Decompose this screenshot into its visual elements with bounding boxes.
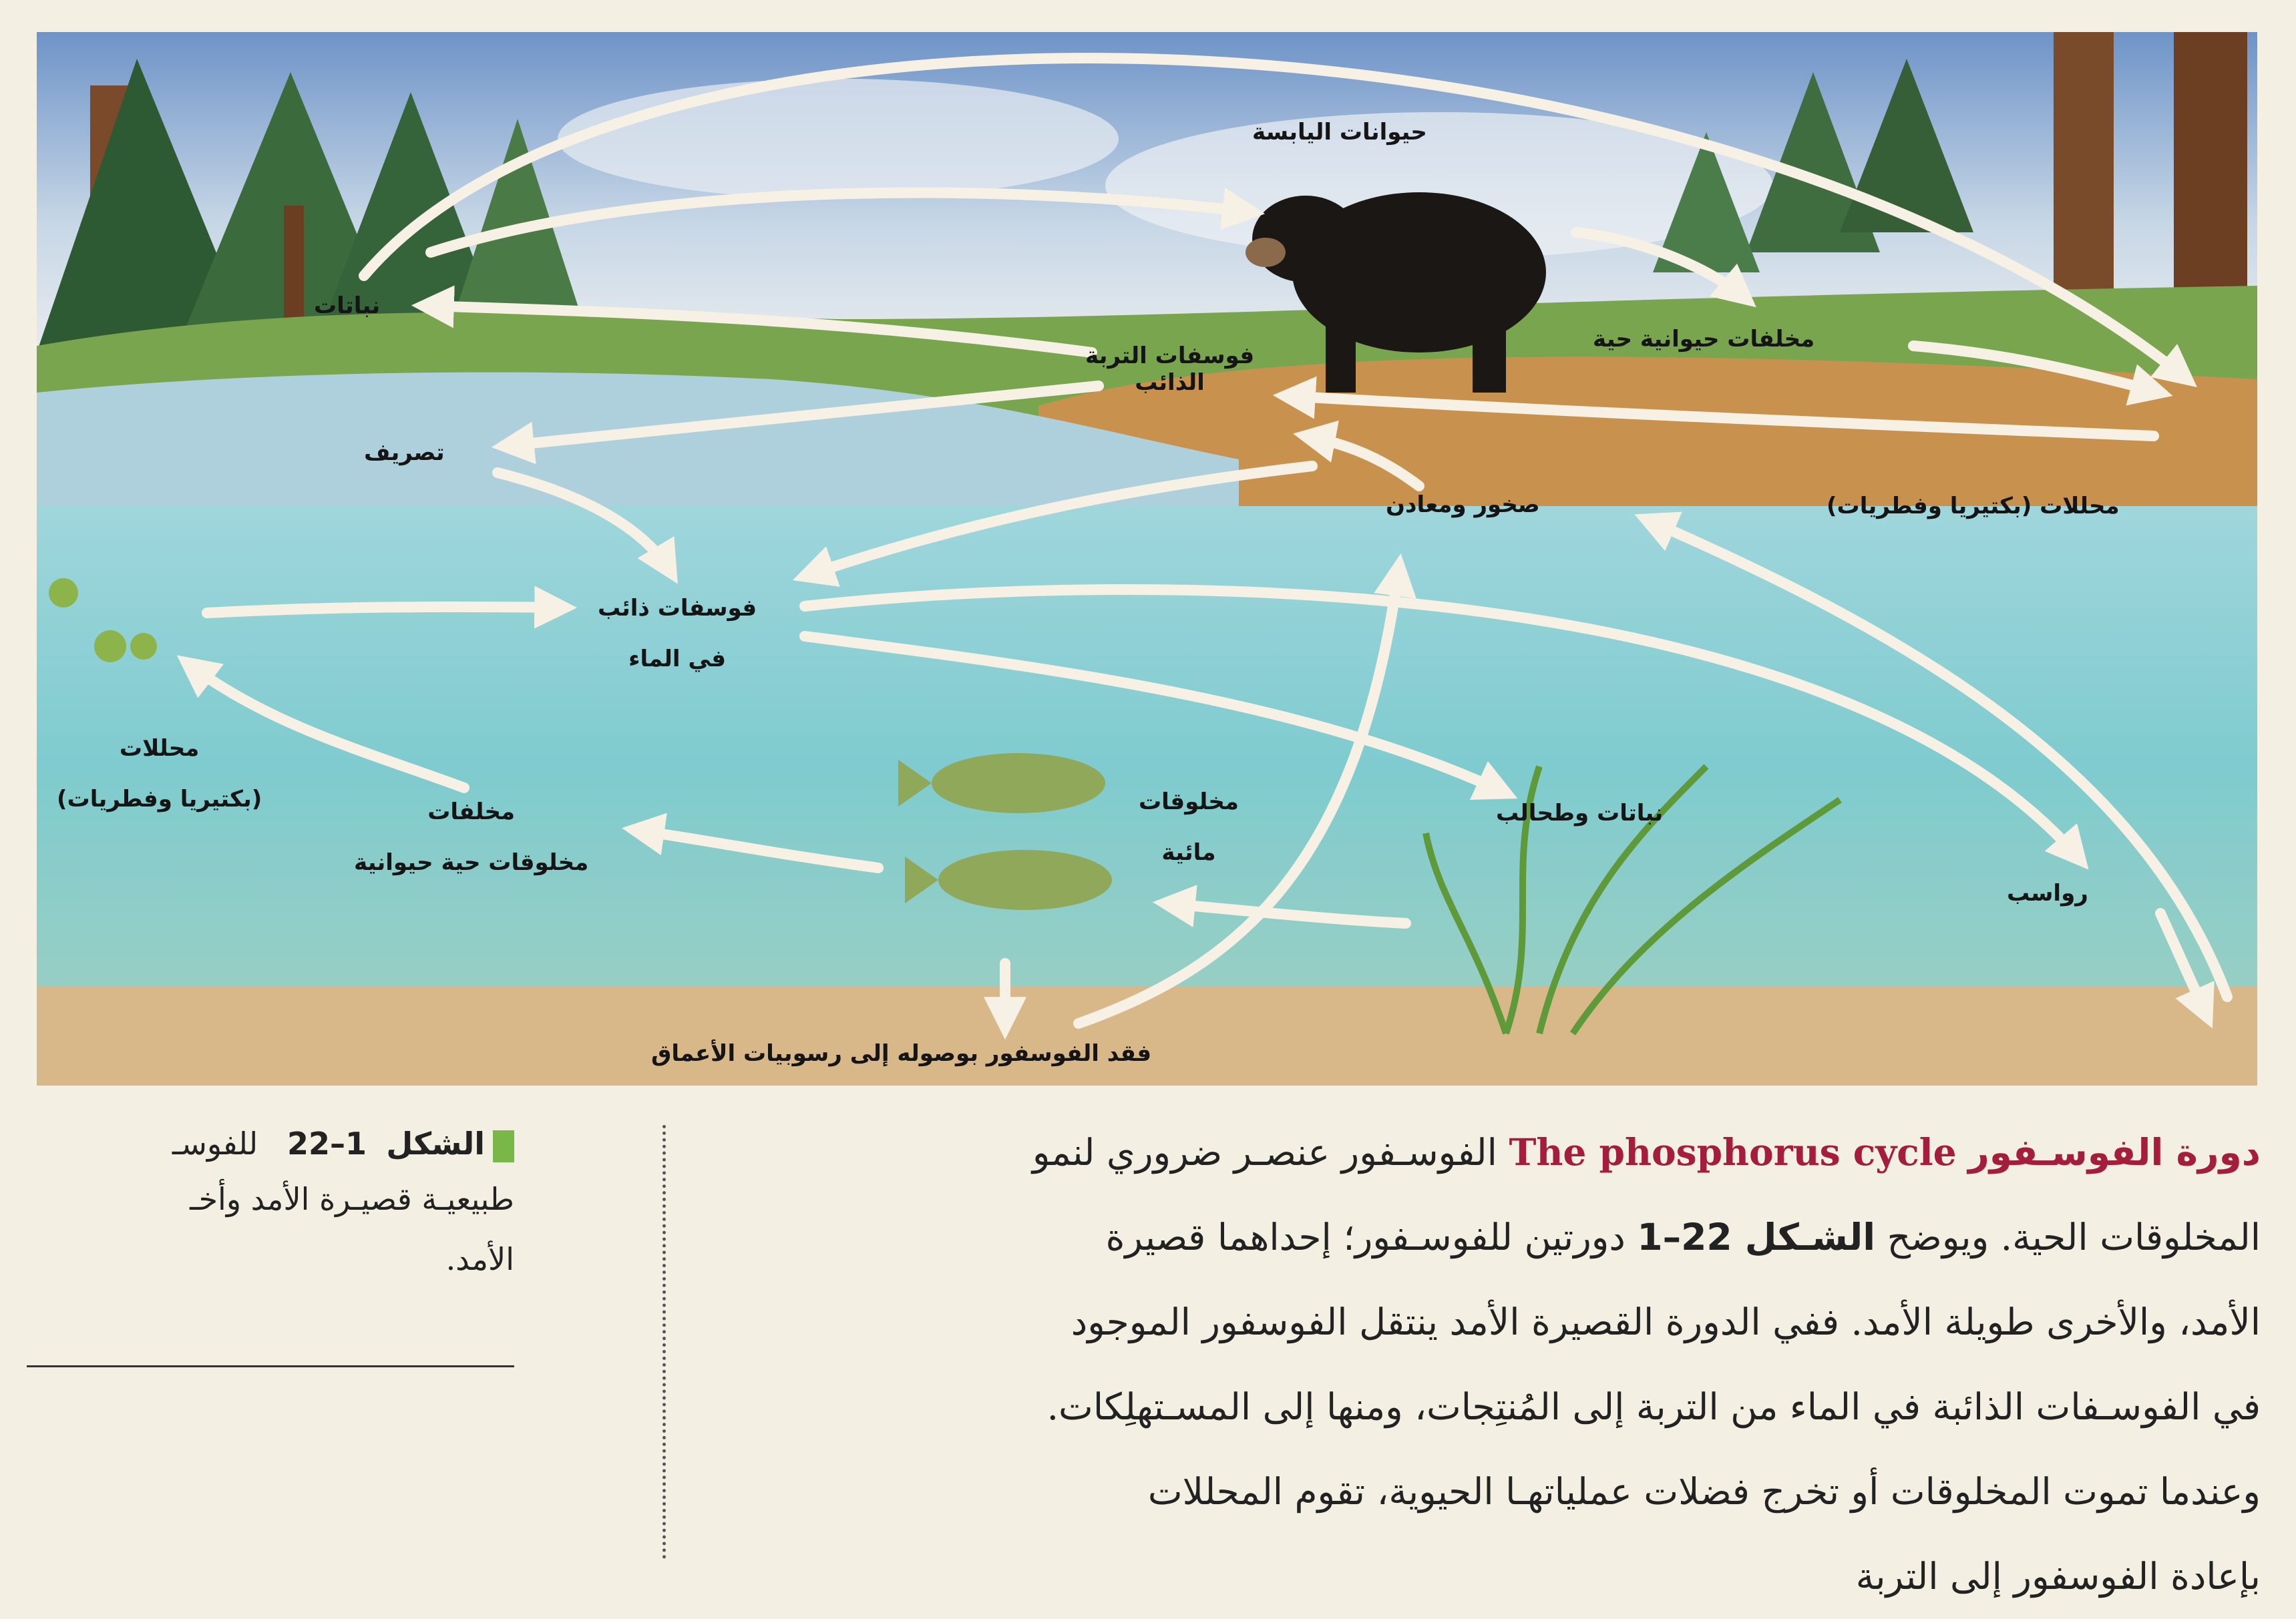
label-aquatic-organisms-line1: مخلوقات: [1139, 788, 1239, 815]
label-decomposers-land-line1: محللات: [2040, 493, 2120, 519]
body-line-2: [715, 1195, 2261, 1280]
label-loss-deep-sediments: فقد الفوسفور بوصوله إلى رسوبيات الأعماق: [651, 1040, 1152, 1067]
section-title-en: The phosphorus cycle: [1509, 1130, 1957, 1174]
label-decomposers-land: [1827, 493, 2120, 519]
label-soil-phosphate-line1: فوسفات التربة: [1085, 342, 1255, 369]
label-decomposers-land-line2: (بكتيريا وفطريات): [1827, 493, 2032, 519]
label-runoff: تصريف: [364, 439, 445, 466]
caption-heading: [27, 1122, 514, 1166]
phosphorus-cycle-figure: [37, 32, 2257, 1086]
body-line-3: الأمد، والأخرى طويلة الأمد. ففي الدورة القصيرة الأمد ينتقل الفوسفور الموجود: [1071, 1301, 2261, 1343]
caption-line2: طبيعيـة قصيـرة الأمد وأخـ: [190, 1181, 514, 1217]
section-title-ar: دورة الفوسـفور: [1968, 1131, 2261, 1174]
body-line-1-rest: الفوسـفور عنصـر ضروري لنمو: [1032, 1131, 1497, 1174]
label-dissolved-water-line1: فوسفات ذائب: [598, 595, 757, 622]
label-decomposers-water-line1: محللات: [119, 735, 200, 762]
label-plants: نباتات: [314, 292, 381, 319]
label-aquatic-organisms: [1139, 776, 1239, 878]
body-figure-ref: الشـكل 22–1: [1637, 1216, 1876, 1258]
body-line-6: بإعادة الفوسفور إلى التربة: [1855, 1555, 2261, 1598]
label-dissolved-water-line2: في الماء: [628, 646, 726, 672]
caption-line3: الأمد.: [445, 1241, 514, 1277]
label-aquatic-waste-line1: مخلفات: [427, 798, 516, 825]
label-aquatic-waste-line2: مخلوقات حية حيوانية: [354, 849, 589, 876]
label-animal-wastes: مخلفات حيوانية حية: [1593, 326, 1815, 353]
caption-rule: [27, 1365, 514, 1367]
label-aquatic-organisms-line2: مائية: [1161, 839, 1216, 866]
caption-figure-number: 22–1: [287, 1126, 367, 1162]
caption-square-icon: [493, 1130, 514, 1162]
body-line-1: [715, 1110, 2261, 1195]
label-dissolved-water: [598, 583, 757, 684]
label-sediments: رواسب: [2007, 880, 2088, 907]
scene-illustration: [37, 32, 2257, 1086]
caption-line1-tail: للفوسـ: [172, 1126, 258, 1162]
body-line-2-c: دورتين للفوسـفور؛ إحداهما قصيرة: [1105, 1216, 1625, 1258]
figure-caption: [27, 1122, 514, 1286]
body-line-2-a: المخلوقات الحية. ويوضح: [1887, 1216, 2261, 1258]
label-plants-algae: نباتات وطحالب: [1496, 800, 1664, 827]
column-divider: [662, 1125, 666, 1559]
label-land-animals: حيوانات اليابسة: [1252, 119, 1427, 146]
caption-figure-word: الشكل: [386, 1126, 485, 1162]
label-soil-phosphate: [1085, 342, 1254, 396]
label-decomposers-water: [57, 723, 262, 825]
label-rocks: صخور ومعادن: [1386, 491, 1540, 518]
label-aquatic-waste: [354, 786, 588, 888]
body-line-5: وعندما تموت المخلوقات أو تخرج فضلات عملياتهـا الحيوية، تقوم المحللات: [1147, 1470, 2261, 1513]
label-soil-phosphate-line2: الذائب: [1135, 369, 1205, 396]
label-decomposers-water-line2: (بكتيريا وفطريات): [57, 786, 262, 813]
body-paragraph: [715, 1110, 2261, 1598]
body-line-4: في الفوسـفات الذائبة في الماء من التربة إلى المُنتِجات، ومنها إلى المسـتهلِكات.: [1046, 1385, 2261, 1428]
